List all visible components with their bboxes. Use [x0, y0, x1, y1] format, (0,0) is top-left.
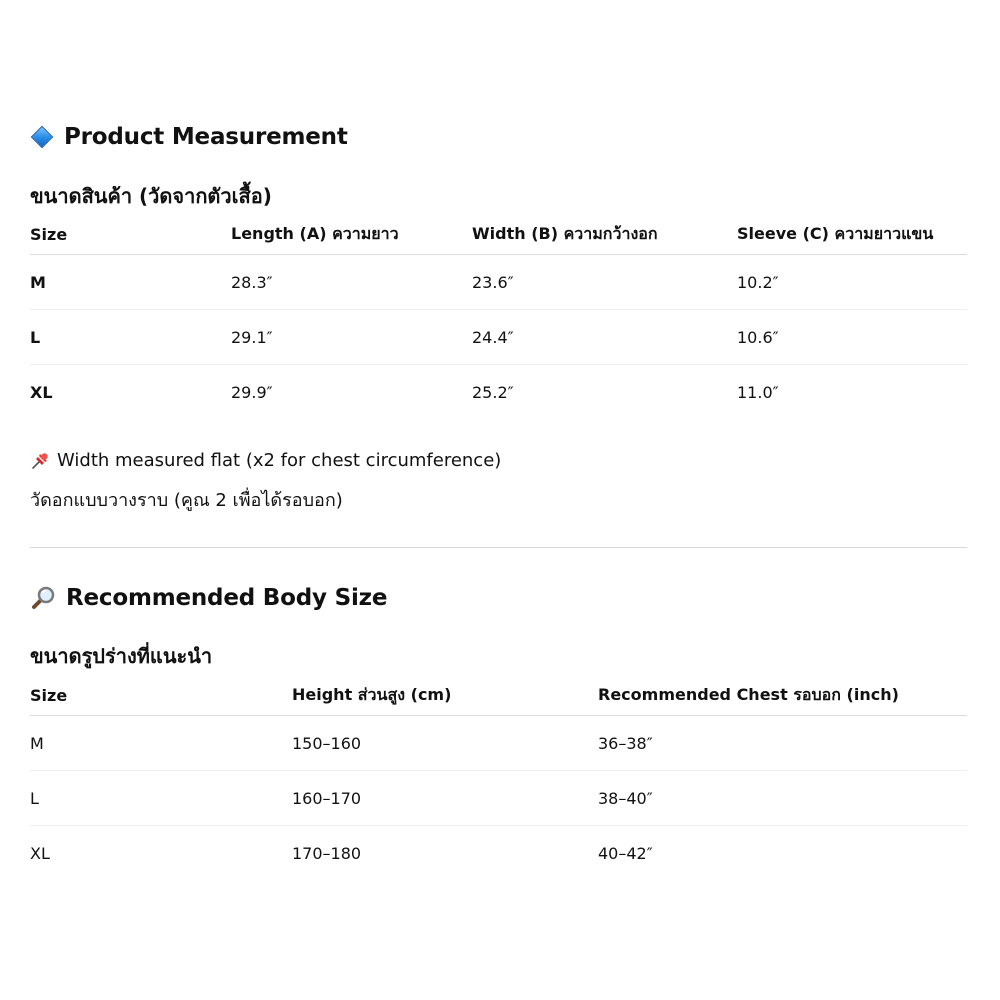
- magnifier-icon: [30, 585, 56, 611]
- recommended-body-size-title: Recommended Body Size: [66, 585, 388, 611]
- column-header-sleeve: Sleeve (C) ความยาวแขน: [737, 214, 967, 255]
- table-header-row: [30, 675, 967, 716]
- size-cell: L: [30, 310, 231, 365]
- product-measurement-heading: [30, 124, 348, 150]
- table-row: [30, 826, 967, 881]
- sleeve-cell: 10.6″: [737, 310, 967, 365]
- table-row: [30, 716, 967, 771]
- column-header-length: Length (A) ความยาว: [231, 214, 472, 255]
- chest-cell: 38–40″: [598, 771, 967, 826]
- column-header-size: Size: [30, 214, 231, 255]
- length-cell: 28.3″: [231, 255, 472, 310]
- sleeve-cell: 10.2″: [737, 255, 967, 310]
- product-measurement-subtitle: ขนาดสินค้า (วัดจากตัวเสื้อ): [30, 184, 272, 208]
- length-cell: 29.9″: [231, 382, 273, 402]
- height-cell: 150–160: [292, 716, 598, 771]
- width-cell: 23.6″: [472, 255, 737, 310]
- table-row: [30, 771, 967, 826]
- column-header-size: Size: [30, 675, 292, 716]
- blue-diamond-icon: [31, 126, 54, 149]
- height-cell: 160–170: [292, 771, 598, 826]
- recommended-body-size-subtitle: ขนาดรูปร่างที่แนะนำ: [30, 644, 213, 668]
- column-header-width: Width (B) ความกว้างอก: [472, 214, 737, 255]
- measurement-note-en: [30, 450, 501, 471]
- size-cell: M: [30, 255, 231, 310]
- chest-cell: 40–42″: [598, 843, 653, 863]
- pushpin-icon: [30, 451, 50, 471]
- size-cell: M: [30, 716, 292, 771]
- size-cell: XL: [30, 382, 53, 402]
- measurement-note-en-text: Width measured flat (x2 for chest circumference): [57, 450, 502, 471]
- recommended-body-size-heading: [30, 585, 387, 611]
- section-divider: [30, 547, 967, 548]
- table-row: [30, 255, 967, 310]
- recommended-body-size-table: [30, 675, 967, 880]
- size-cell: L: [30, 771, 292, 826]
- table-row: [30, 310, 967, 365]
- length-cell: 29.1″: [231, 310, 472, 365]
- product-measurement-table: [30, 214, 967, 419]
- product-measurement-title: Product Measurement: [64, 124, 348, 150]
- sleeve-cell: 11.0″: [737, 382, 779, 402]
- size-cell: XL: [30, 843, 50, 863]
- width-cell: 24.4″: [472, 310, 737, 365]
- chest-cell: 36–38″: [598, 716, 967, 771]
- measurement-note-th: วัดอกแบบวางราบ (คูณ 2 เพื่อได้รอบอก): [30, 490, 343, 511]
- column-header-height: Height ส่วนสูง (cm): [292, 675, 598, 716]
- table-header-row: [30, 214, 967, 255]
- height-cell: 170–180: [292, 843, 362, 863]
- width-cell: 25.2″: [472, 382, 514, 402]
- column-header-chest: Recommended Chest รอบอก (inch): [598, 675, 967, 716]
- table-row: [30, 365, 967, 420]
